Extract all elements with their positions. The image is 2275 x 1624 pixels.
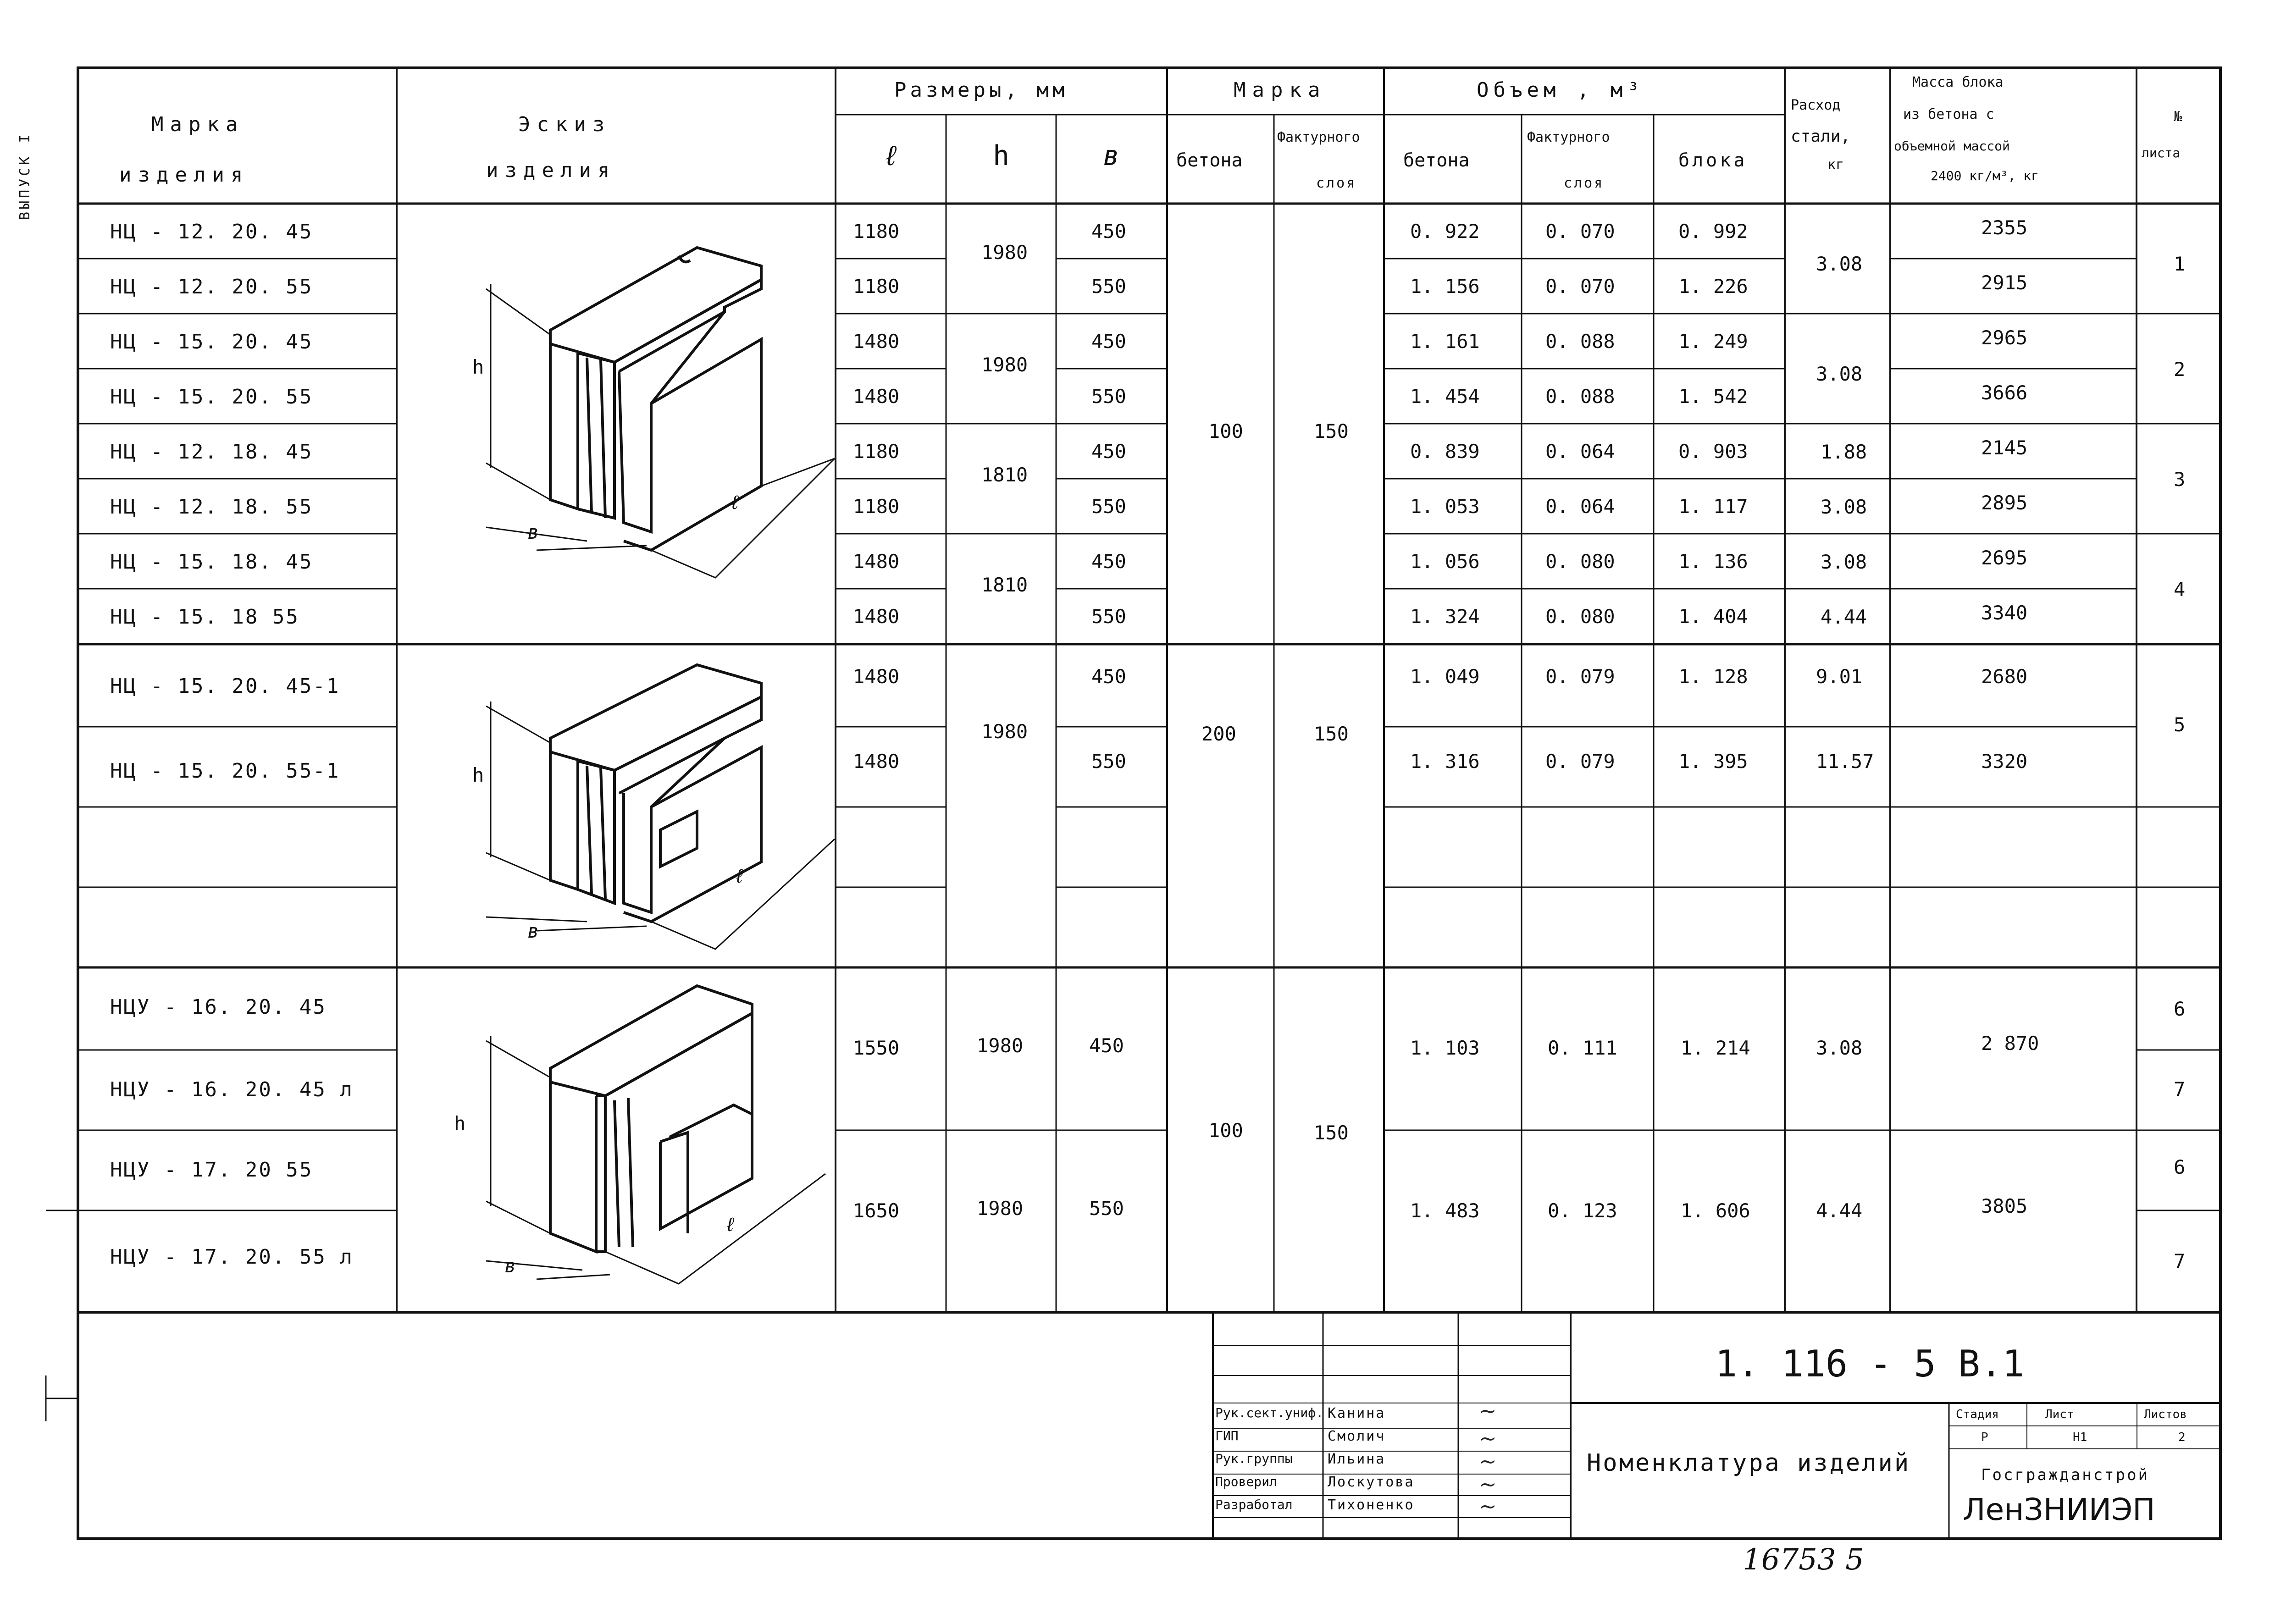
stage-value: Р (1981, 1431, 1988, 1444)
signature-1: ~ (1479, 1398, 1497, 1423)
title-role: Рук.сект.униф. (1215, 1405, 1324, 1420)
g1-row-mark: НЦ - 15. 18 55 (110, 605, 299, 629)
g1-row-mark: НЦ - 15. 20. 45 (110, 330, 313, 354)
sketch1-h-label: h (472, 356, 484, 378)
g1-m-facing: 150 (1314, 420, 1349, 442)
title-role: Разработал (1215, 1497, 1293, 1512)
title-person: Смолич (1328, 1428, 1386, 1444)
g1-row-b: 450 (1091, 220, 1126, 243)
g1-h-2: 1980 (981, 354, 1028, 376)
g3-pair-vc: 1. 483 (1410, 1199, 1480, 1222)
g1-row-vf: 0. 064 (1545, 440, 1615, 463)
g1-m-concrete: 100 (1208, 420, 1243, 442)
block-sketch-1 (459, 229, 835, 596)
g1-row-mass: 3340 (1981, 602, 2028, 624)
g2-row-b: 550 (1091, 750, 1126, 773)
sheet-value: Н1 (2073, 1431, 2087, 1444)
header-dims: Размеры, мм (894, 78, 1068, 102)
g3-m-facing: 150 (1314, 1121, 1349, 1144)
signature-4: ~ (1479, 1472, 1497, 1497)
g3-pair-vf: 0. 111 (1548, 1037, 1617, 1059)
title-role: Рук.группы (1215, 1451, 1293, 1466)
g1-row-vf: 0. 080 (1545, 550, 1615, 573)
g1-h-3: 1810 (981, 464, 1028, 486)
header-vol-facing-2: слоя (1564, 175, 1605, 191)
g1-row-l: 1180 (853, 220, 900, 243)
g2-row-vf: 0. 079 (1545, 665, 1615, 688)
g2-row-steel: 11.57 (1816, 750, 1874, 773)
header-steel-2: стали, (1791, 127, 1851, 146)
header-marka-facing-2: слоя (1316, 175, 1357, 191)
g1-sheet-4: 4 (2174, 578, 2186, 601)
g1-row-vf: 0. 080 (1545, 605, 1615, 628)
block-sketch-2 (459, 656, 835, 967)
g1-row-b: 450 (1091, 330, 1126, 353)
g2-row-vb: 1. 128 (1678, 665, 1748, 688)
g1-row-l: 1480 (853, 605, 900, 628)
g1-h-4: 1810 (981, 574, 1028, 596)
g1-row-vf: 0. 070 (1545, 275, 1615, 298)
g1-row-vb: 1. 136 (1678, 550, 1748, 573)
g3-mark-2: НЦУ - 16. 20. 45 л (110, 1078, 354, 1101)
g1-sheet-1: 1 (2174, 253, 2186, 275)
g2-row-vf: 0. 079 (1545, 750, 1615, 773)
sketch3-h-label: h (454, 1112, 466, 1135)
g3-pair-steel: 4.44 (1816, 1199, 1863, 1222)
title-role: Проверил (1215, 1474, 1277, 1489)
header-dim-b: в (1103, 140, 1126, 172)
g2-row-vb: 1. 395 (1678, 750, 1748, 773)
g2-row-mass: 2680 (1981, 665, 2028, 688)
sketch2-l-label: ℓ (734, 865, 746, 887)
g1-h-1: 1980 (981, 241, 1028, 264)
header-marka-facing-1: Фактурного (1277, 129, 1360, 145)
g1-row-mark: НЦ - 15. 18. 45 (110, 550, 313, 574)
header-mass-3: объемной массой (1894, 138, 2010, 154)
g2-row-mark: НЦ - 15. 20. 55-1 (110, 759, 340, 783)
g1-steel-2: 3.08 (1816, 363, 1863, 385)
g1-steel-3: 1.88 (1821, 441, 1867, 463)
header-marka: Марка (1234, 78, 1327, 102)
g2-row-steel: 9.01 (1816, 665, 1863, 688)
header-sketch-1: Эскиз (518, 113, 611, 136)
g1-row-mark: НЦ - 15. 20. 55 (110, 385, 313, 409)
sheets-label: Листов (2144, 1408, 2187, 1421)
sketch2-b-label: в (527, 920, 539, 942)
header-vol-concrete: бетона (1403, 150, 1470, 171)
g1-row-vc: 0. 922 (1410, 220, 1480, 243)
sketch1-b-label: в (527, 521, 539, 543)
header-volume: Объем , м³ (1477, 78, 1644, 102)
g3-pair-steel: 3.08 (1816, 1037, 1863, 1059)
sheets-value: 2 (2178, 1431, 2186, 1444)
g2-sheet: 5 (2174, 713, 2186, 736)
sketch2-h-label: h (472, 764, 484, 786)
g1-row-mark: НЦ - 12. 20. 45 (110, 220, 313, 243)
g1-steel-4: 3.08 (1821, 496, 1867, 518)
g2-row-l: 1480 (853, 750, 900, 773)
sketch3-l-label: ℓ (725, 1213, 736, 1236)
g2-row-vc: 1. 316 (1410, 750, 1480, 773)
sketch3-b-label: в (504, 1254, 516, 1277)
g1-steel-6: 4.44 (1821, 606, 1867, 628)
g2-m-facing: 150 (1314, 723, 1349, 745)
g1-row-vb: 1. 117 (1678, 495, 1748, 518)
g1-row-mass: 2895 (1981, 492, 2028, 514)
g1-row-l: 1480 (853, 330, 900, 353)
footer-note: 16753 5 (1743, 1543, 1864, 1577)
g1-row-b: 450 (1091, 550, 1126, 573)
g1-row-mass: 2145 (1981, 436, 2028, 459)
g1-row-vb: 1. 404 (1678, 605, 1748, 628)
title-person: Канина (1328, 1405, 1386, 1421)
g1-row-vc: 1. 056 (1410, 550, 1480, 573)
g1-row-vc: 1. 156 (1410, 275, 1480, 298)
header-mass-2: из бетона с (1903, 106, 1994, 122)
drawing-name: Номенклатура изделий (1587, 1449, 1911, 1477)
g3-pair-vb: 1. 214 (1681, 1037, 1750, 1059)
g2-row-l: 1480 (853, 665, 900, 688)
drawing-code: 1. 116 - 5 В.1 (1715, 1342, 2025, 1385)
title-person: Ильина (1328, 1451, 1386, 1467)
g3-sheet-4: 7 (2174, 1250, 2186, 1272)
g1-row-mass: 2355 (1981, 216, 2028, 239)
header-mark-1: Марка (151, 113, 244, 136)
g3-pair-l: 1550 (853, 1037, 900, 1059)
g1-row-mark: НЦ - 12. 18. 55 (110, 495, 313, 519)
g1-row-vc: 1. 053 (1410, 495, 1480, 518)
g3-pair-mass: 3805 (1981, 1195, 2028, 1217)
header-sketch-2: изделия (486, 159, 616, 182)
g3-sheet-3: 6 (2174, 1156, 2186, 1178)
g1-row-vf: 0. 088 (1545, 330, 1615, 353)
g1-steel-5: 3.08 (1821, 551, 1867, 573)
g3-pair-h: 1980 (977, 1197, 1024, 1220)
g1-row-b: 550 (1091, 495, 1126, 518)
g1-row-vb: 1. 542 (1678, 385, 1748, 408)
g1-row-vb: 0. 903 (1678, 440, 1748, 463)
g1-row-l: 1180 (853, 440, 900, 463)
g3-pair-vb: 1. 606 (1681, 1199, 1750, 1222)
g1-row-b: 550 (1091, 385, 1126, 408)
g2-row-mark: НЦ - 15. 20. 45-1 (110, 674, 340, 698)
g3-m-concrete: 100 (1208, 1119, 1243, 1142)
g1-sheet-3: 3 (2174, 468, 2186, 491)
g3-pair-vf: 0. 123 (1548, 1199, 1617, 1222)
g2-row-b: 450 (1091, 665, 1126, 688)
header-steel-3: кг (1827, 157, 1844, 173)
header-vol-facing-1: Фактурного (1527, 129, 1610, 145)
g1-row-vf: 0. 088 (1545, 385, 1615, 408)
g1-row-mass: 3666 (1981, 381, 2028, 404)
title-person: Лоскутова (1328, 1474, 1415, 1490)
g2-h: 1980 (981, 720, 1028, 743)
header-sheet-1: № (2174, 109, 2182, 125)
g3-pair-l: 1650 (853, 1199, 900, 1222)
g2-row-mass: 3320 (1981, 750, 2028, 773)
g2-m-concrete: 200 (1201, 723, 1236, 745)
signature-3: ~ (1479, 1449, 1497, 1474)
header-vol-block: блока (1678, 150, 1748, 171)
g1-row-mass: 2915 (1981, 271, 2028, 294)
g1-row-b: 550 (1091, 275, 1126, 298)
g3-pair-b: 550 (1089, 1197, 1124, 1220)
block-sketch-3 (459, 977, 835, 1298)
g3-mark-1: НЦУ - 16. 20. 45 (110, 995, 327, 1019)
header-mark-2: изделия (119, 163, 249, 187)
g3-sheet-2: 7 (2174, 1078, 2186, 1100)
g1-row-l: 1180 (853, 495, 900, 518)
g1-row-mass: 2695 (1981, 547, 2028, 569)
signature-2: ~ (1479, 1426, 1497, 1451)
title-role: ГИП (1215, 1428, 1239, 1443)
g1-steel-1: 3.08 (1816, 253, 1863, 275)
g3-sheet-1: 6 (2174, 998, 2186, 1020)
g1-row-vf: 0. 064 (1545, 495, 1615, 518)
g1-row-vf: 0. 070 (1545, 220, 1615, 243)
org-ministry: Госгражданстрой (1981, 1466, 2150, 1484)
g1-row-vc: 0. 839 (1410, 440, 1480, 463)
g1-row-l: 1480 (853, 385, 900, 408)
g1-row-vb: 1. 226 (1678, 275, 1748, 298)
g1-row-vc: 1. 324 (1410, 605, 1480, 628)
header-mass-1: Масса блока (1912, 74, 2004, 90)
sketch1-l-label: ℓ (729, 491, 741, 514)
g3-pair-mass: 2 870 (1981, 1032, 2039, 1055)
g1-row-vc: 1. 161 (1410, 330, 1480, 353)
g1-row-b: 550 (1091, 605, 1126, 628)
title-person: Тихоненко (1328, 1497, 1415, 1513)
stage-label: Стадия (1956, 1408, 1999, 1421)
sheet-label: Лист (2045, 1408, 2074, 1421)
header-dim-l: ℓ (883, 140, 906, 172)
g1-row-b: 450 (1091, 440, 1126, 463)
g3-pair-b: 450 (1089, 1034, 1124, 1057)
g3-mark-4: НЦУ - 17. 20. 55 л (110, 1245, 354, 1269)
header-dim-h: h (993, 140, 1016, 172)
side-label: ВЫПУСК I (17, 132, 33, 220)
g2-row-vc: 1. 049 (1410, 665, 1480, 688)
g1-row-mass: 2965 (1981, 326, 2028, 349)
header-sheet-2: листа (2142, 145, 2181, 160)
org-institute: ЛенЗНИИЭП (1963, 1492, 2155, 1527)
signature-5: ~ (1479, 1494, 1497, 1519)
g1-row-vb: 0. 992 (1678, 220, 1748, 243)
g3-pair-vc: 1. 103 (1410, 1037, 1480, 1059)
g3-pair-h: 1980 (977, 1034, 1024, 1057)
g1-row-l: 1480 (853, 550, 900, 573)
g1-row-l: 1180 (853, 275, 900, 298)
g1-row-mark: НЦ - 12. 20. 55 (110, 275, 313, 298)
g1-row-mark: НЦ - 12. 18. 45 (110, 440, 313, 464)
g1-row-vb: 1. 249 (1678, 330, 1748, 353)
g1-sheet-2: 2 (2174, 358, 2186, 381)
header-marka-concrete: бетона (1176, 150, 1243, 171)
header-mass-4: 2400 кг/м³, кг (1931, 168, 2039, 183)
header-steel-1: Расход (1791, 97, 1841, 113)
g3-mark-3: НЦУ - 17. 20 55 (110, 1158, 313, 1182)
g1-row-vc: 1. 454 (1410, 385, 1480, 408)
